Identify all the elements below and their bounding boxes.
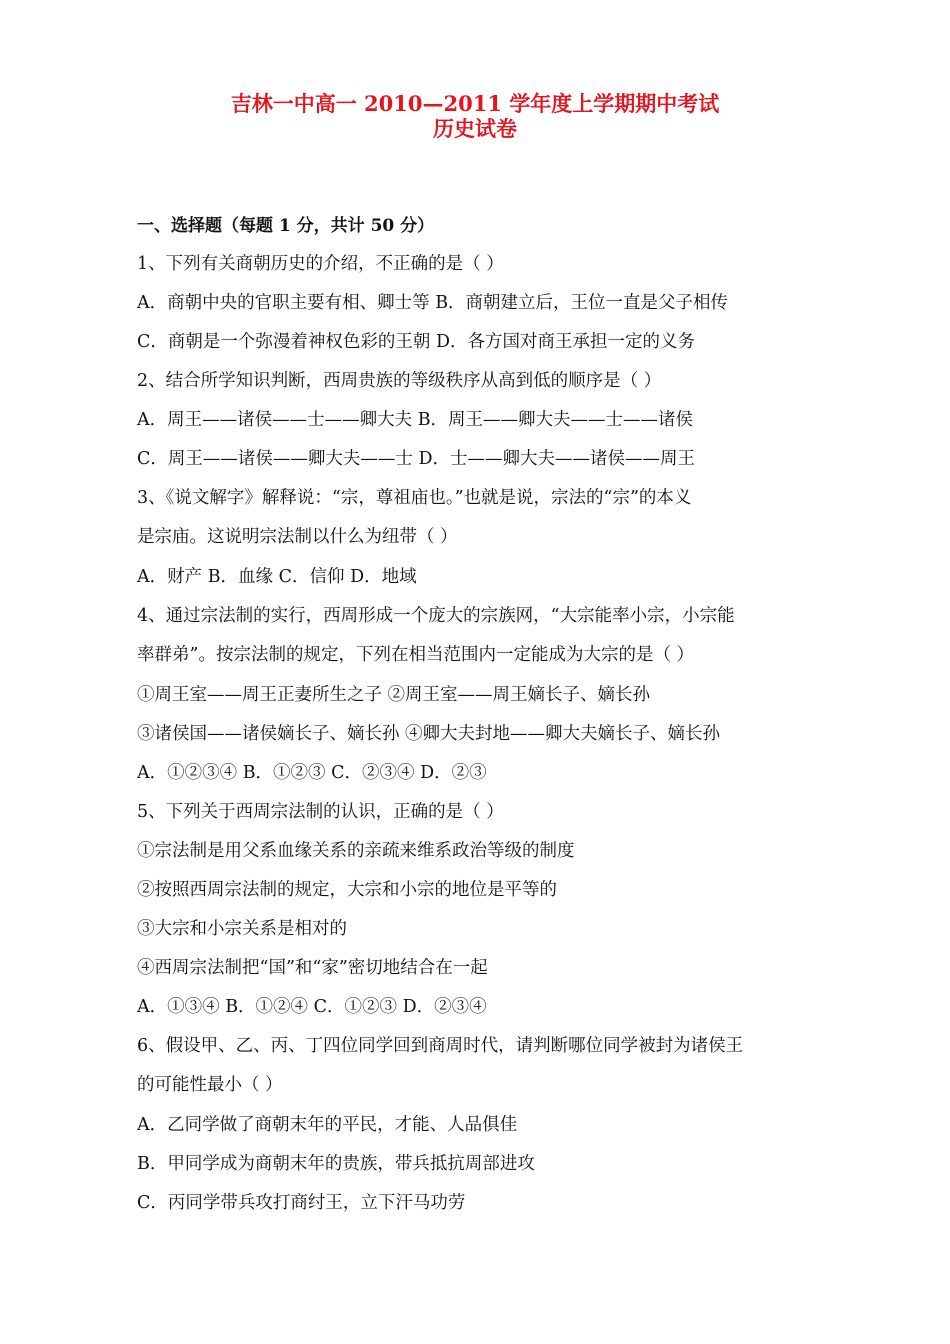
question-line: 5、下列关于西周宗法制的认识，正确的是（ ） xyxy=(137,802,504,822)
question-line: C．商朝是一个弥漫着神权色彩的王朝 D．各方国对商王承担一定的义务 xyxy=(137,332,695,352)
question-line: A．①②③④ B．①②③ C．②③④ D．②③ xyxy=(137,763,487,783)
question-line: ②按照西周宗法制的规定，大宗和小宗的地位是平等的 xyxy=(137,880,557,900)
question-line: B．甲同学成为商朝末年的贵族，带兵抵抗周部进攻 xyxy=(137,1154,535,1174)
question-line: ①周王室——周王正妻所生之子 ②周王室——周王嫡长子、嫡长孙 xyxy=(137,685,651,705)
question-line: C．丙同学带兵攻打商纣王，立下汗马功劳 xyxy=(137,1193,466,1213)
question-line: 是宗庙。这说明宗法制以什么为纽带（ ） xyxy=(137,527,458,547)
question-line: A．①③④ B．①②④ C．①②③ D．②③④ xyxy=(137,997,487,1017)
question-line: ①宗法制是用父系血缘关系的亲疏来维系政治等级的制度 xyxy=(137,841,575,861)
question-line: 3、《说文解字》解释说：“宗，尊祖庙也。”也就是说，宗法的“宗”的本义 xyxy=(137,488,692,508)
question-line: C．周王——诸侯——卿大夫——士 D．士——卿大夫——诸侯——周王 xyxy=(137,449,695,469)
question-line: 2、结合所学知识判断，西周贵族的等级秩序从高到低的顺序是（ ） xyxy=(137,371,662,391)
question-line: 1、下列有关商朝历史的介绍，不正确的是（ ） xyxy=(137,254,504,274)
question-line: A．乙同学做了商朝末年的平民，才能、人品俱佳 xyxy=(137,1115,518,1135)
question-line: 率群弟”。按宗法制的规定，下列在相当范围内一定能成为大宗的是（ ） xyxy=(137,645,695,665)
question-line: ④西周宗法制把“国”和“家”密切地结合在一起 xyxy=(137,958,488,978)
question-line: A．周王——诸侯——士——卿大夫 B．周王——卿大夫——士——诸侯 xyxy=(137,410,694,430)
question-line: A．财产 B．血缘 C．信仰 D．地域 xyxy=(137,567,417,587)
question-line: ③大宗和小宗关系是相对的 xyxy=(137,919,347,939)
exam-subtitle: 历史试卷 xyxy=(433,116,517,141)
question-line: ③诸侯国——诸侯嫡长子、嫡长孙 ④卿大夫封地——卿大夫嫡长子、嫡长孙 xyxy=(137,724,721,744)
question-line: 6、假设甲、乙、丙、丁四位同学回到商周时代，请判断哪位同学被封为诸侯王 xyxy=(137,1036,744,1056)
question-line: 的可能性最小（ ） xyxy=(137,1075,283,1095)
exam-title: 吉林一中高一 2010—2011 学年度上学期期中考试 xyxy=(230,91,720,116)
question-line: A．商朝中央的官职主要有相、卿士等 B．商朝建立后，王位一直是父子相传 xyxy=(137,293,729,313)
section-heading: 一、选择题（每题 1 分，共计 50 分） xyxy=(137,216,435,236)
question-line: 4、通过宗法制的实行，西周形成一个庞大的宗族网，“大宗能率小宗，小宗能 xyxy=(137,606,735,626)
